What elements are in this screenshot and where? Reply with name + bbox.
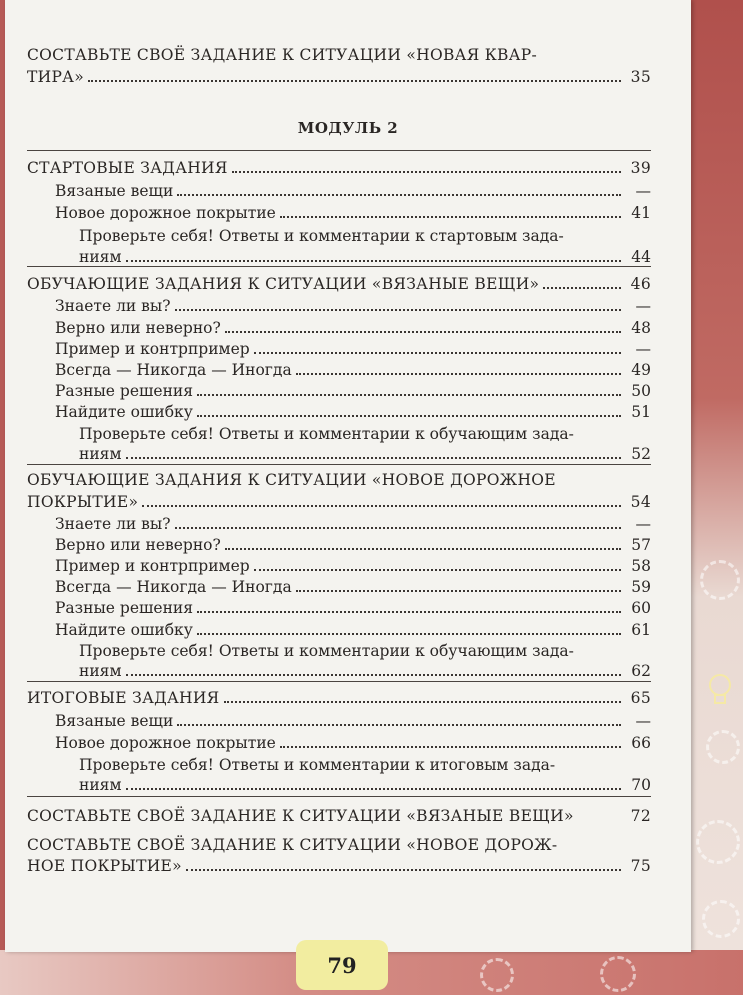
gear-icon xyxy=(700,560,740,600)
toc-item-label: Разные решения xyxy=(55,382,194,400)
toc-item-label: Верно или неверно? xyxy=(55,536,221,554)
page-ref: 41 xyxy=(631,204,651,222)
toc-section xyxy=(27,688,651,708)
page-ref: — xyxy=(635,515,651,533)
toc-item xyxy=(79,444,651,464)
toc-item xyxy=(79,661,651,681)
page-ref: 61 xyxy=(631,621,651,639)
toc-section xyxy=(27,856,651,876)
leader-dots xyxy=(142,494,621,507)
leader-dots xyxy=(197,404,621,417)
lightbulb-icon xyxy=(705,670,735,710)
module-heading: МОДУЛЬ 2 xyxy=(297,119,399,137)
leader-dots xyxy=(224,690,621,703)
leader-dots xyxy=(543,276,621,289)
leader-dots xyxy=(126,446,622,459)
section-divider xyxy=(27,464,651,465)
gear-icon xyxy=(600,956,636,992)
leader-dots xyxy=(175,298,621,311)
toc-item xyxy=(55,181,651,201)
gear-icon xyxy=(702,900,740,938)
leader-dots xyxy=(254,558,621,571)
leader-dots xyxy=(254,341,621,354)
toc-item-label: Разные решения xyxy=(55,599,194,617)
toc-item xyxy=(79,775,651,795)
toc-item xyxy=(55,381,651,401)
page-ref: 59 xyxy=(631,578,651,596)
page-ref: — xyxy=(635,182,651,200)
toc-item-label: Верно или неверно? xyxy=(55,319,221,337)
check-line: Проверьте себя! Ответы и комментарии к стартовым зада- xyxy=(79,227,564,245)
page-ref: — xyxy=(635,340,651,358)
leader-dots xyxy=(232,160,621,173)
leader-dots xyxy=(280,205,621,218)
leader-dots xyxy=(177,713,621,726)
page-ref: 62 xyxy=(631,662,651,680)
gear-icon xyxy=(706,730,740,764)
page-ref: 44 xyxy=(631,248,651,266)
leader-dots xyxy=(186,858,621,871)
toc-item-label: Найдите ошибку xyxy=(55,621,193,639)
toc-item-label: Знаете ли вы? xyxy=(55,297,171,315)
check-line: Проверьте себя! Ответы и комментарии к обучающим зада- xyxy=(79,425,574,443)
toc-item xyxy=(55,402,651,422)
leader-dots xyxy=(177,183,621,196)
toc-item-label: ниям xyxy=(79,662,122,680)
toc-item xyxy=(55,598,651,618)
toc-item-label: Пример и контрпример xyxy=(55,557,250,575)
leader-dots xyxy=(88,69,621,82)
toc-entry xyxy=(27,67,651,87)
toc-item-label: Новое дорожное покрытие xyxy=(55,734,276,752)
toc-entry-title: СОСТАВЬТЕ СВОЁ ЗАДАНИЕ К СИТУАЦИИ «НОВАЯ КВАР- xyxy=(27,46,538,64)
leader-dots xyxy=(197,622,621,635)
page-ref: 58 xyxy=(631,557,651,575)
section-title: СТАРТОВЫЕ ЗАДАНИЯ xyxy=(27,159,228,177)
toc-item-label: Пример и контрпример xyxy=(55,340,250,358)
section-divider xyxy=(27,681,651,682)
toc-item-label: Вязаные вещи xyxy=(55,182,174,200)
toc-item xyxy=(55,733,651,753)
toc-section xyxy=(27,806,651,826)
page-ref: 46 xyxy=(630,275,651,293)
toc-item xyxy=(55,711,651,731)
toc-section xyxy=(27,274,651,294)
page-ref: 57 xyxy=(631,536,651,554)
section-title: ИТОГОВЫЕ ЗАДАНИЯ xyxy=(27,689,220,707)
toc-item-label: Найдите ошибку xyxy=(55,403,193,421)
toc-section xyxy=(27,492,651,512)
page-ref: 49 xyxy=(631,361,651,379)
toc-item xyxy=(55,339,651,359)
page-ref: 65 xyxy=(630,689,651,707)
toc-item-label: Вязаные вещи xyxy=(55,712,174,730)
page-ref: 60 xyxy=(631,599,651,617)
leader-dots xyxy=(175,516,621,529)
leader-dots xyxy=(126,777,622,790)
leader-dots xyxy=(197,383,621,396)
page-ref: 50 xyxy=(631,382,651,400)
page-ref: 75 xyxy=(630,857,651,875)
page-ref: 70 xyxy=(631,776,651,794)
toc-item-label: ниям xyxy=(79,248,122,266)
leader-dots xyxy=(126,249,622,262)
section-divider xyxy=(27,796,651,797)
toc-item xyxy=(55,514,651,534)
page-ref: 51 xyxy=(631,403,651,421)
page-ref: 48 xyxy=(631,319,651,337)
leader-dots xyxy=(225,320,621,333)
page-number: 79 xyxy=(296,940,388,990)
section-title: СОСТАВЬТЕ СВОЁ ЗАДАНИЕ К СИТУАЦИИ «НОВОЕ ДОРОЖ- xyxy=(27,836,558,854)
section-title: ПОКРЫТИЕ» xyxy=(27,493,139,511)
gear-icon xyxy=(480,958,514,992)
page-ref: 39 xyxy=(630,159,651,177)
toc-entry-label: ТИРА» xyxy=(27,68,85,86)
toc-item-label: Знаете ли вы? xyxy=(55,515,171,533)
leader-dots xyxy=(280,735,621,748)
section-divider xyxy=(27,150,651,151)
toc-item-label: Всегда — Никогда — Иногда xyxy=(55,361,292,379)
toc-section xyxy=(27,158,651,178)
page-ref: 54 xyxy=(630,493,651,511)
leader-dots xyxy=(225,537,621,550)
toc-item xyxy=(55,577,651,597)
toc-item xyxy=(79,247,651,267)
page-ref: 52 xyxy=(631,445,651,463)
toc-item xyxy=(55,203,651,223)
book-page xyxy=(5,0,691,952)
toc-item-label: ниям xyxy=(79,445,122,463)
toc-item-label: Всегда — Никогда — Иногда xyxy=(55,578,292,596)
leader-dots xyxy=(126,663,622,676)
gear-icon xyxy=(696,820,740,864)
toc-item xyxy=(55,535,651,555)
toc-item xyxy=(55,360,651,380)
toc-item xyxy=(55,620,651,640)
page-ref: — xyxy=(635,297,651,315)
section-divider xyxy=(27,266,651,267)
check-line: Проверьте себя! Ответы и комментарии к итоговым зада- xyxy=(79,756,556,774)
toc-item-label: Новое дорожное покрытие xyxy=(55,204,276,222)
leader-dots xyxy=(197,600,621,613)
section-title: ОБУЧАЮЩИЕ ЗАДАНИЯ К СИТУАЦИИ «ВЯЗАНЫЕ ВЕЩИ» xyxy=(27,275,540,293)
page-ref: — xyxy=(635,712,651,730)
page-ref: 66 xyxy=(631,734,651,752)
check-line: Проверьте себя! Ответы и комментарии к обучающим зада- xyxy=(79,642,574,660)
toc-item xyxy=(55,556,651,576)
section-title: СОСТАВЬТЕ СВОЁ ЗАДАНИЕ К СИТУАЦИИ «ВЯЗАНЫЕ ВЕЩИ» xyxy=(27,807,574,825)
leader-dots xyxy=(296,362,621,375)
toc-item xyxy=(55,296,651,316)
section-title: ОБУЧАЮЩИЕ ЗАДАНИЯ К СИТУАЦИИ «НОВОЕ ДОРОЖНОЕ xyxy=(27,471,556,489)
leader-dots xyxy=(296,579,621,592)
section-title: НОЕ ПОКРЫТИЕ» xyxy=(27,857,182,875)
page-ref: 72 xyxy=(630,807,651,825)
toc-item xyxy=(55,318,651,338)
toc-item-label: ниям xyxy=(79,776,122,794)
page-ref: 35 xyxy=(630,68,651,86)
